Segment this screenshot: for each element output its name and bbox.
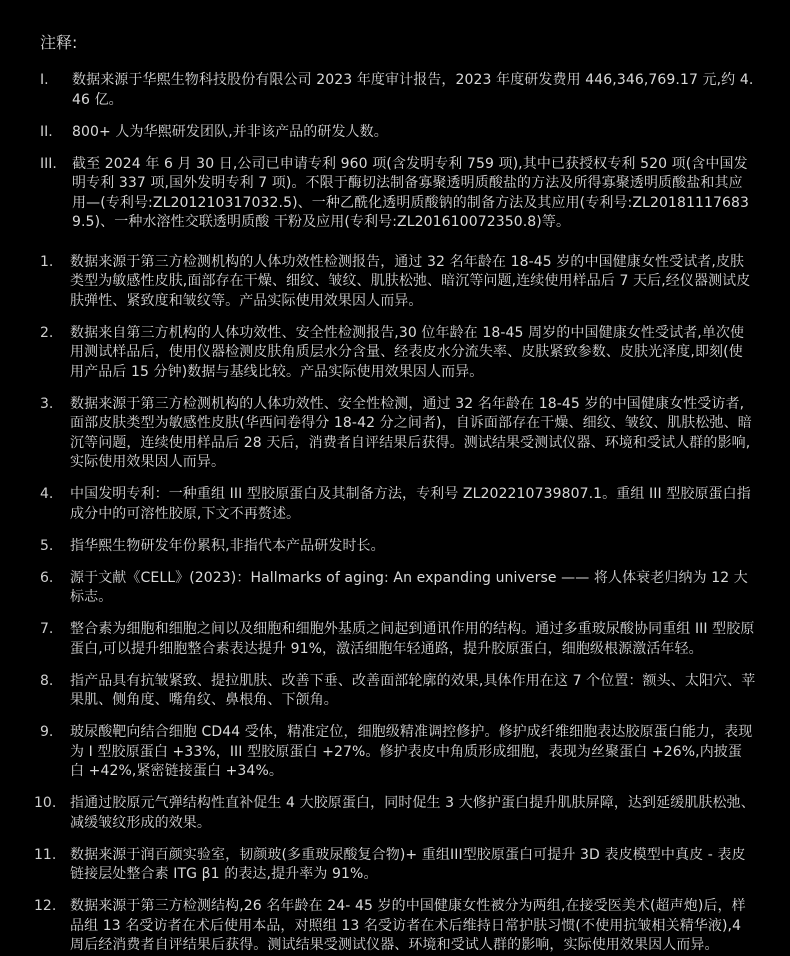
note-text: 玻尿酸靶向结合细胞 CD44 受体，精准定位，细胞级精准调控修护。修护成纤维细胞表达胶原蛋白能力，表现为 I 型胶原蛋白 +33%，III 型胶原蛋白 +27%。修护表皮中角质形成细胞，表现为丝聚蛋白 +26%,内披蛋白 +42%,紧密链接蛋白 +34%。 bbox=[70, 724, 753, 779]
note-text: 源于文献《CELL》(2023)：Hallmarks of aging: An expanding universe —— 将人体衰老归纳为 12 大标志。 bbox=[70, 569, 748, 605]
note-text: 指通过胶原元气弹结构性直补促生 4 大胶原蛋白，同时促生 3 大修护蛋白提升肌肤屏障，达到延缓肌肤松弛、减缓皱纹形成的效果。 bbox=[70, 795, 755, 831]
note-text: 800+ 人为华熙研发团队,并非该产品的研发人数。 bbox=[72, 123, 388, 140]
note-1 bbox=[40, 253, 756, 312]
note-number: 8. bbox=[40, 672, 54, 689]
note-5 bbox=[40, 537, 756, 557]
note-number: 2. bbox=[40, 324, 54, 341]
note-number: 4. bbox=[40, 486, 54, 502]
note-roman-2 bbox=[40, 123, 756, 143]
arabic-notes-list bbox=[34, 253, 756, 956]
note-12 bbox=[34, 897, 756, 956]
note-text: 数据来源于华熙生物科技股份有限公司 2023 年度审计报告，2023 年度研发费用 446,346,769.17 元,约 4.46 亿。 bbox=[72, 72, 754, 108]
note-number: 7. bbox=[40, 621, 54, 637]
note-text: 数据来自第三方机构的人体功效性、安全性检测报告,30 位年龄在 18-45 周岁的中国健康女性受试者,单次使用测试样品后，使用仪器检测皮肤角质层水分含量、经表皮水分流失率、皮肤紧致参数、皮肤光泽度,即刻(使用产品后 15 分钟)数据与基线比较。产品实际使用效果因人而异。 bbox=[70, 324, 745, 380]
note-text: 中国发明专利：一种重组 III 型胶原蛋白及其制备方法，专利号 ZL202210739807.1。重组 III 型胶原蛋白指成分中的可溶性胶原,下文不再赘述。 bbox=[70, 486, 751, 522]
note-number: 6. bbox=[40, 569, 54, 586]
note-11 bbox=[34, 846, 756, 885]
note-text: 数据来源于第三方检测结构,26 名年龄在 24- 45 岁的中国健康女性被分为两组,在接受医美术(超声炮)后，样品组 13 名受访者在术后使用本品，对照组 13 名受访者在术后维持日常护肤习惯(不使用抗皱相关精华液),4 周后经消费者自评结果后获得。测试结果受测试仪器、环境和受试人群的影响，实际使用效果因人而异。 bbox=[70, 898, 746, 953]
note-text: 截至 2024 年 6 月 30 日,公司已申请专利 960 项(含发明专利 759 项),其中已获授权专利 520 项(含中国发明专利 337 项,国外发明专利 7 项)。不限于酶切法制备寡聚透明质酸盐的方法及所得寡聚透明质酸盐和其应用—(专利号:ZL201210317032.5)、一种乙酰化透明质酸钠的制备方法及其应用(专利号:ZL201811176839.5)、一种水溶性交联透明质酸 干粉及应用(专利号:ZL201610072350.8)等。 bbox=[72, 155, 750, 230]
note-3 bbox=[40, 395, 756, 473]
note-4 bbox=[40, 485, 756, 524]
note-text: 指华熙生物研发年份累积,非指代本产品研发时长。 bbox=[70, 537, 385, 554]
notes-title: 注释: bbox=[40, 33, 78, 52]
note-number: 5. bbox=[40, 537, 54, 554]
note-text: 数据来源于第三方检测机构的人体功效性检测报告，通过 32 名年龄在 18-45 岁的中国健康女性受试者,皮肤类型为敏感性皮肤,面部存在干燥、细纹、皱纹、肌肤松弛、暗沉等问题,连续使用样品后 7 天后,经仪器测试皮肤弹性、紧致度和皱纹等。产品实际使用效果因人而异。 bbox=[70, 253, 751, 309]
note-10 bbox=[34, 794, 756, 833]
note-2 bbox=[40, 324, 756, 383]
note-number: 1. bbox=[40, 253, 54, 270]
note-number: III. bbox=[40, 155, 57, 172]
note-9 bbox=[40, 723, 756, 782]
note-6 bbox=[40, 569, 756, 608]
note-text: 指产品具有抗皱紧致、提拉肌肤、改善下垂、改善面部轮廓的效果,具体作用在这 7 个位置：额头、太阳穴、苹果肌、侧角度、嘴角纹、鼻根角、下颌角。 bbox=[70, 672, 756, 708]
note-roman-3 bbox=[40, 155, 756, 233]
note-roman-1 bbox=[40, 71, 756, 110]
note-text: 整合素为细胞和细胞之间以及细胞和细胞外基质之间起到通讯作用的结构。通过多重玻尿酸协同重组 III 型胶原蛋白,可以提升细胞整合素表达提升 91%，激活细胞年轻通路，提升胶原蛋白，细胞级根源激活年轻。 bbox=[70, 621, 755, 657]
note-text: 数据来源于第三方检测机构的人体功效性、安全性检测，通过 32 名年龄在 18-45 岁的中国健康女性受访者,面部皮肤类型为敏感性皮肤(华西问卷得分 18-42 分之间者)，自诉面部存在干燥、细纹、皱纹、肌肤松弛、暗沉等问题，连续使用样品后 28 天后，消费者自评结果后获得。测试结果受测试仪器、环境和受试人群的影响,实际使用效果因人而异。 bbox=[70, 395, 752, 470]
note-number: 10. bbox=[34, 795, 57, 811]
note-number: 9. bbox=[40, 724, 54, 740]
note-number: 12. bbox=[34, 898, 57, 914]
note-number: II. bbox=[40, 123, 53, 140]
note-text: 数据来源于润百颜实验室，韧颜玻(多重玻尿酸复合物)+ 重组III型胶原蛋白可提升 3D 表皮模型中真皮 - 表皮链接层处整合素 ITG β1 的表达,提升率为 91%。 bbox=[70, 846, 746, 882]
note-7 bbox=[40, 620, 756, 659]
note-number: 11. bbox=[34, 846, 57, 863]
roman-notes-list bbox=[40, 71, 756, 233]
note-8 bbox=[40, 672, 756, 711]
note-number: I. bbox=[40, 72, 49, 88]
note-number: 3. bbox=[40, 395, 54, 412]
